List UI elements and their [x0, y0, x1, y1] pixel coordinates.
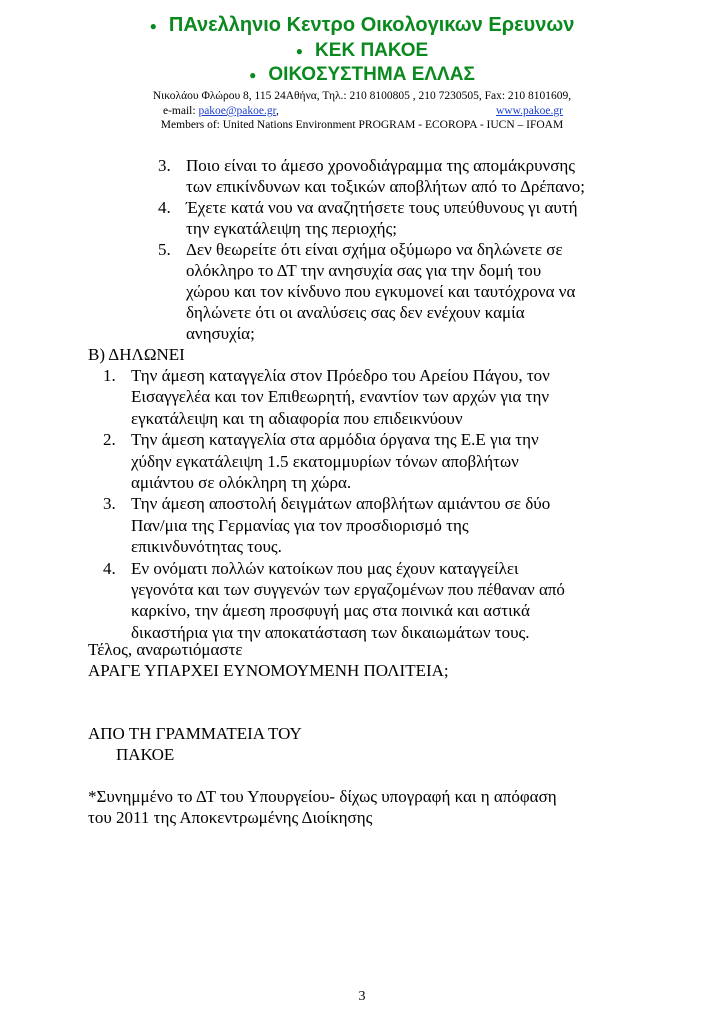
letterhead-members: Members of: United Nations Environment PROGRAM - ECOROPA - IUCN – IFOAM	[160, 119, 564, 131]
declaration-text-line: Την άμεση καταγγελία στον Πρόεδρο του Αρείου Πάγου, τον	[131, 366, 550, 385]
declaration-text-line: αμιάντου σε ολόκληρη τη χώρα.	[131, 473, 352, 492]
question-text-line: ανησυχία;	[186, 324, 255, 343]
question-number: 4.	[158, 198, 171, 217]
signature-line-1: ΑΠΟ ΤΗ ΓΡΑΜΜΑΤΕΙΑ ΤΟΥ	[88, 724, 302, 743]
letterhead-website	[496, 105, 563, 117]
declaration-text-line: εγκατάλειψη και τη αδιαφορία που επιδεικνύουν	[131, 408, 463, 428]
letterhead-address: Νικολάου Φλώρου 8, 115 24Αθήνα, Τηλ.: 210 8100805 , 210 7230505, Fax: 210 8101609,	[152, 90, 572, 102]
declaration-text-line: Εν ονόματι πολλών κατοίκων που μας έχουν καταγγείλει	[131, 558, 519, 578]
question-text-line: Δεν θεωρείτε ότι είναι σχήμα οξύμωρο να δηλώνετε σε	[186, 240, 563, 259]
question-text-line: χώρου και τον κίνδυνο που εγκυμονεί και ταυτόχρονα να	[186, 282, 576, 301]
question-number: 5.	[158, 240, 171, 259]
declaration-text-line: Εισαγγελέα και τον Επιθεωρητή, εναντίον των αρχών για την	[131, 387, 550, 407]
bullet-icon: ●	[249, 67, 257, 82]
closing-line-1: Τέλος, αναρωτιόμαστε	[88, 640, 243, 659]
closing-line-2: ΑΡΑΓΕ ΥΠΑΡΧΕΙ ΕΥΝΟΜΟΥΜΕΝΗ ΠΟΛΙΤΕΙΑ;	[88, 661, 449, 680]
declaration-number: 3.	[103, 494, 116, 514]
question-text-line: ολόκληρο το ΔΤ την ανησυχία σας για την δομή του	[186, 261, 542, 280]
question-text-line: την εγκατάλειψη της περιοχής;	[186, 219, 397, 238]
page-number: 3	[358, 989, 366, 1004]
declaration-text-line: δικαστήρια για την αποκατάσταση των δικαιωμάτων τους.	[131, 622, 530, 642]
question-text-line: δηλώνετε ότι οι αναλύσεις σας δεν ενέχουν καμία	[186, 303, 525, 322]
declaration-text-line: επικινδυνότητας τους.	[131, 537, 282, 557]
declaration-text-line: Την άμεση καταγγελία στα αρμόδια όργανα της Ε.Ε για την	[131, 430, 539, 450]
declaration-text-line: καρκίνο, την άμεση προσφυγή μας στα ποινικά και αστικά	[131, 601, 530, 621]
attachment-note-line-2: του 2011 της Αποκεντρωμένης Διοίκησης	[88, 808, 373, 827]
letterhead-org-abbr	[0, 40, 724, 62]
declaration-number: 2.	[103, 430, 116, 450]
email-label: e-mail:	[163, 105, 196, 117]
website-link[interactable]: www.pakoe.gr	[496, 105, 563, 117]
letterhead-org-name	[0, 14, 724, 37]
declaration-number: 4.	[103, 558, 116, 578]
signature-line-2: ΠΑΚΟΕ	[116, 745, 175, 764]
question-text-line: Ποιο είναι το άμεσο χρονοδιάγραμμα της απομάκρυνσης	[186, 156, 576, 175]
attachment-note-line-1: *Συνημμένο το ΔΤ του Υπουργείου- δίχως υπογραφή και η απόφαση	[88, 787, 557, 806]
network-text: ΟΙΚΟΣΥΣΤΗΜΑ ΕΛΛΑΣ	[268, 64, 475, 85]
letterhead-email: e-mail: pakoe@pakoe.gr,	[163, 105, 279, 117]
org-name-text: ΠΑνελληνιο Κεντρο Οικολογικων Ερευνων	[168, 14, 575, 36]
declaration-text-line: Παν/μια της Γερμανίας για τον προσδιορισμό της	[131, 515, 469, 535]
org-abbr-text: ΚΕΚ ΠΑΚΟΕ	[315, 40, 429, 61]
declaration-number: 1.	[103, 366, 116, 385]
question-text-line: Έχετε κατά νου να αναζητήσετε τους υπεύθυνους γι αυτή	[186, 198, 578, 217]
bullet-icon: ●	[149, 18, 157, 33]
declaration-text-line: γεγονότα και των συγγενών των εργαζομένων που πέθαναν από	[131, 580, 565, 599]
question-number: 3.	[158, 156, 171, 175]
declaration-text-line: Την άμεση αποστολή δειγμάτων αποβλήτων αμιάντου σε δύο	[131, 494, 551, 514]
section-b-heading: Β) ΔΗΛΩΝΕΙ	[88, 345, 185, 364]
letterhead-network	[0, 64, 724, 86]
declaration-text-line: χύδην εγκατάλειψη 1.5 εκατομμυρίων τόνων αποβλήτων	[131, 451, 519, 471]
email-link[interactable]: pakoe@pakoe.gr	[198, 105, 276, 117]
bullet-icon: ●	[295, 43, 304, 58]
question-text-line: των επικίνδυνων και τοξικών αποβλήτων από το Δρέπανο;	[186, 177, 585, 196]
